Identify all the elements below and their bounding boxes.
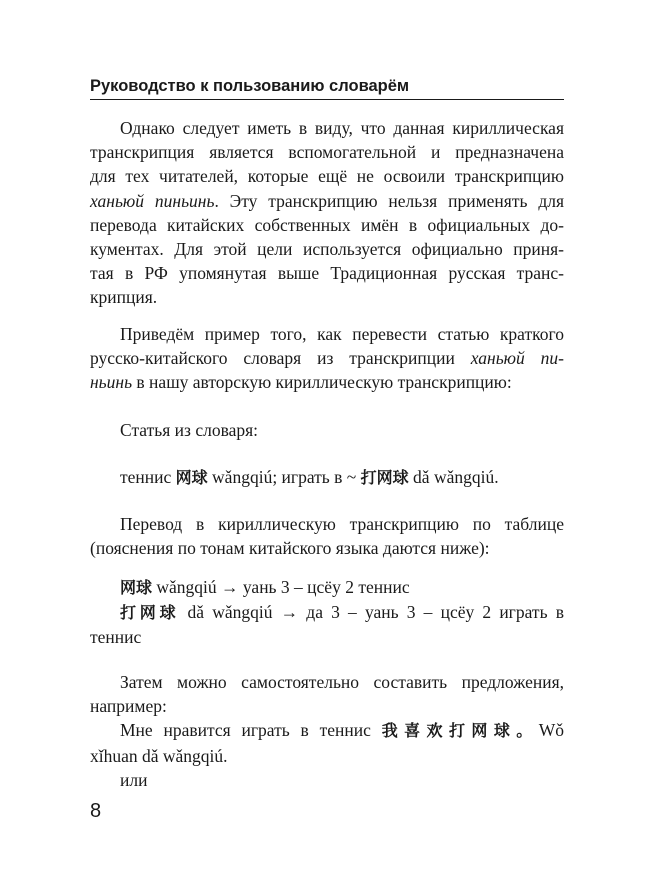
header-rule [90, 99, 564, 100]
text-line: Статья из словаря: [120, 420, 259, 440]
text-segment: Wǒ [538, 720, 564, 741]
chinese-text: 打网球 [120, 603, 180, 623]
text-line: теннис [90, 627, 142, 648]
chinese-text: 打网球 [360, 468, 409, 487]
text-line: Приведём пример того, как перевести статью краткого [120, 324, 564, 344]
paragraph-4 [90, 465, 564, 490]
text-segment: wǎngqiú; играть в ~ [207, 467, 361, 487]
text-line: (пояснения по тонам китайского языка даются ниже): [90, 538, 490, 559]
text-line: например: [90, 696, 167, 717]
dictionary-entry [90, 465, 564, 490]
text-line: крипция. [90, 287, 158, 308]
text-segment: . Эту транскрипцию нельзя применять для [214, 190, 565, 211]
text-line: транскрипция является вспомогательной и предназначена [90, 142, 564, 163]
italic-term: ньинь [90, 372, 133, 393]
running-header: Руководство к пользованию словарём [90, 77, 410, 95]
text-segment: wǎngqiú → уань 3 – цсёу 2 теннис [152, 577, 410, 597]
text-line: Перевод в кириллическую транскрипцию по таблице [120, 514, 564, 534]
example-sentence [90, 718, 564, 743]
text-line [90, 370, 564, 394]
paragraph-3 [90, 418, 564, 442]
text-line: xǐhuan dǎ wǎngqiú. [90, 745, 228, 766]
text-segment: Мне нравится играть в теннис [120, 720, 382, 741]
text-segment: dǎ wǎngqiú → да 3 – уань 3 – цсёу 2 играть в [179, 602, 564, 623]
italic-term: ханьюй пи- [470, 348, 564, 369]
chinese-text: 网球 [120, 578, 153, 597]
transcription-line [90, 575, 564, 600]
page-number: 8 [90, 800, 102, 822]
transcription-line [90, 600, 564, 625]
text-line: кументах. Для этой цели используется официально приня- [90, 239, 564, 260]
italic-term: ханьюй пиньинь [90, 190, 215, 211]
text-line: перевода китайских собственных имён в официальных до- [90, 214, 564, 235]
text-line: Однако следует иметь в виду, что данная кириллическая [120, 118, 564, 138]
text-line: тая в РФ упомянутая выше Традиционная русская транс- [90, 263, 564, 284]
chinese-text: 我喜欢打网球。 [381, 721, 539, 741]
text-segment: dǎ wǎngqiú. [408, 467, 499, 487]
paragraph-7 [90, 670, 564, 792]
text-segment: теннис [120, 467, 176, 487]
paragraph-2 [90, 322, 564, 395]
text-line [90, 346, 564, 370]
text-line: Затем можно самостоятельно составить предложения, [120, 672, 564, 692]
paragraph-5 [90, 512, 564, 560]
chinese-text: 网球 [175, 468, 208, 487]
text-segment: в нашу авторскую кириллическую транскрипцию: [132, 372, 512, 393]
paragraph-6 [90, 575, 564, 650]
paragraph-1 [90, 116, 564, 310]
text-line: для тех читателей, которые ещё не освоили транскрипцию [90, 166, 564, 187]
text-segment: русско-китайского словаря из транскрипции [90, 348, 471, 369]
text-line: или [120, 769, 148, 790]
text-line [90, 189, 564, 213]
